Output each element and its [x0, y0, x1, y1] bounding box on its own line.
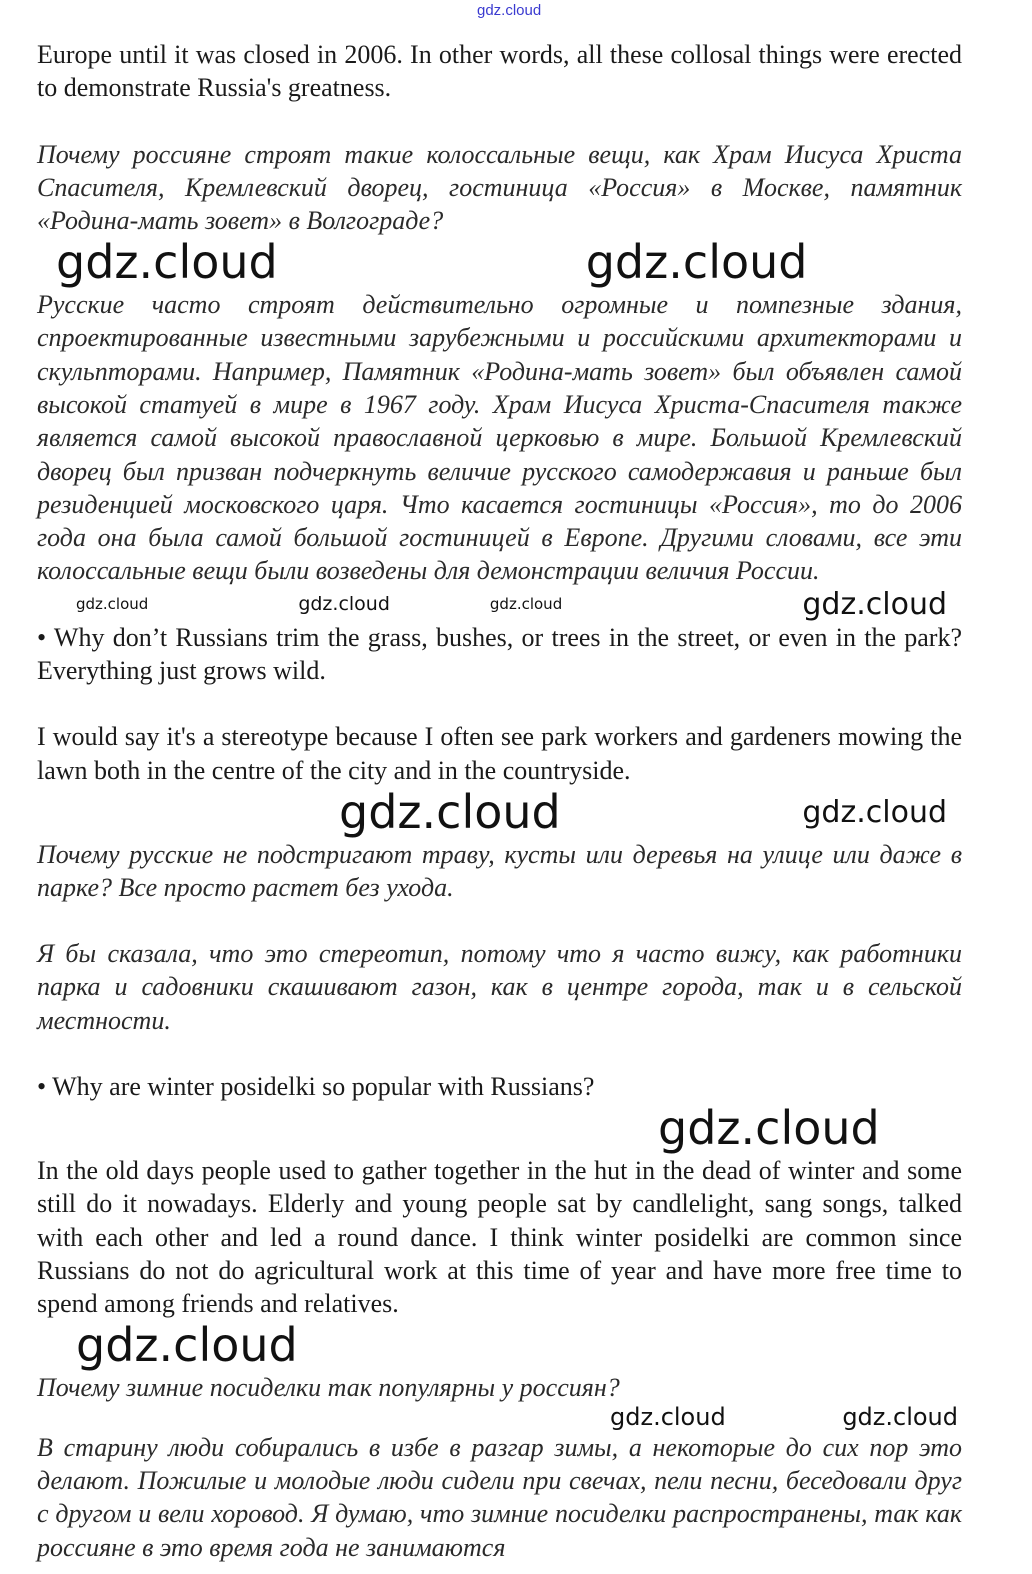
- paragraph-russian-answer-1: Русские часто строят действительно огромные и помпезные здания, спроектированные известными зарубежными и российскими архитекторами и скульпторами. Например, Памятник «Родина-мать зовет» был объявлен самой высокой статуей в мире в 1967 году. Храм Иисуса Христа-Спасителя также является самой высокой православной церковью в мире. Большой Кремлевский дворец был призван подчеркнуть величие русского самодержавия и раньше был резиденцией московского царя. Что касается гостиницы «Россия», то до 2006 года она была самой большой гостиницей в Европе. Другими словами, все эти колоссальные вещи были возведены для демонстрации величия России.: [37, 290, 962, 586]
- watermark: gdz.cloud: [802, 586, 947, 622]
- watermark: gdz.cloud: [842, 1403, 958, 1432]
- paragraph-russian-question-3: Почему зимние посиделки так популярны у россиян?: [37, 1372, 620, 1402]
- spacer: [0, 904, 1032, 937]
- paragraph-russian-question-1: Почему россияне строят такие колоссальные вещи, как Храм Иисуса Христа Спасителя, Кремлевский дворец, гостиница «Россия» в Москве, памятник «Родина-мать зовет» в Волгограде?: [37, 139, 962, 236]
- watermark-row: [37, 784, 962, 839]
- header: [0, 0, 1032, 38]
- watermark: gdz.cloud: [76, 1318, 298, 1373]
- answer-2: I would say it's a stereotype because I often see park workers and gardeners mowing the lawn both in the centre of the city and in the countryside.: [37, 722, 962, 785]
- paragraph-english-1: Europe until it was closed in 2006. In other words, all these collosal things were erected to demonstrate Russia's greatness.: [37, 40, 962, 103]
- paragraph-russian-answer-2: Я бы сказала, что это стереотип, потому что я часто вижу, как работники парка и садовники скашивают газон, как в центре города, так и в сельской местности.: [37, 939, 962, 1035]
- watermark: gdz.cloud: [585, 235, 808, 290]
- paragraph-russian-answer-3: В старину люди собирались в избе в разгар зимы, а некоторые до сих пор это делают. Пожилые и молодые люди сидели при свечах, пели песни, беседовали друг с другом и вели хоровод. Я думаю, что зимние посиделки распространены, так как россияне в это время года не занимаются: [37, 1432, 962, 1562]
- watermark: gdz.cloud: [56, 235, 278, 290]
- watermark-row: [37, 1404, 962, 1430]
- watermark: gdz.cloud: [298, 592, 390, 615]
- watermark: gdz.cloud: [489, 595, 563, 613]
- watermark: gdz.cloud: [76, 595, 149, 613]
- watermark-row: [37, 1320, 962, 1371]
- paragraph-russian-question-2: Почему русские не подстригают траву, кусты или деревья на улице или даже в парке? Все просто растет без ухода.: [37, 839, 962, 902]
- watermark-row: [37, 1103, 962, 1154]
- spacer: [0, 1037, 1032, 1070]
- watermark-row: [37, 237, 962, 288]
- spacer: [0, 687, 1032, 720]
- watermark: gdz.cloud: [802, 794, 947, 830]
- watermark: gdz.cloud: [339, 784, 561, 839]
- watermark-row: [37, 588, 962, 621]
- spacer: [0, 105, 1032, 138]
- header-watermark: gdz.cloud: [477, 2, 542, 19]
- watermark: gdz.cloud: [658, 1101, 880, 1156]
- watermark: gdz.cloud: [610, 1403, 726, 1432]
- question-3: • Why are winter posidelki so popular with Russians?: [37, 1072, 595, 1102]
- question-2: • Why don’t Russians trim the grass, bushes, or trees in the street, or even in the park? Everything just grows wild.: [37, 622, 962, 686]
- answer-3: In the old days people used to gather together in the hut in the dead of winter and some still do it nowadays. Elderly and young people sat by candlelight, sang songs, talked with each other and led a round dance. I think winter posidelki are common since Russians do not do agricultural work at this time of year and have more free time to spend among friends and relatives.: [37, 1155, 962, 1319]
